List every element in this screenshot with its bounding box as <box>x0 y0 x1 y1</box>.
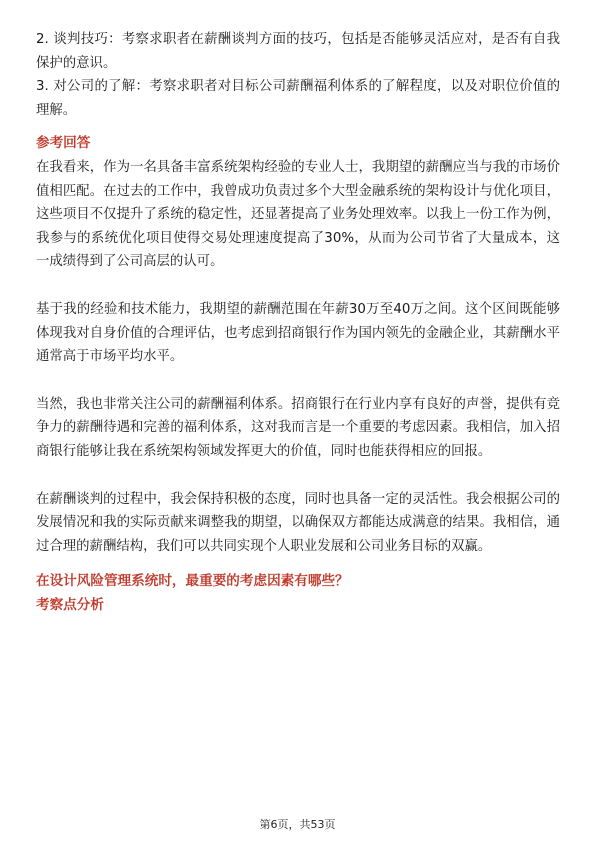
analysis-heading: 考察点分析 <box>36 596 104 613</box>
answer-heading: 参考回答 <box>36 135 91 152</box>
document-page <box>36 28 560 617</box>
answer-paragraph-1: 在我看来，作为一名具备丰富系统架构经验的专业人士，我期望的薪酬应当与我的市场价值相匹配。在过去的工作中，我曾成功负责过多个大型金融系统的架构设计与优化项目，这些项目不仅提升了系统的稳定性，还显著提高了业务处理效率。以我上一份工作为例，我参与的系统优化项目使得交易处理速度提高了30%，从而为公司节省了大量成本，这一成绩得到了公司高层的认可。 <box>36 159 560 270</box>
page-number: 第6页，共53页 <box>259 818 336 831</box>
question-heading: 在设计风险管理系统时，最重要的考虑因素有哪些？ <box>36 573 349 590</box>
answer-paragraph-4: 在薪酬谈判的过程中，我会保持积极的态度，同时也具备一定的灵活性。我会根据公司的发展情况和我的实际贡献来调整我的期望，以确保双方都能达成满意的结果。我相信，通过合理的薪酬结构，我们可以共同实现个人职业发展和公司业务目标的双赢。 <box>36 491 560 554</box>
answer-paragraph-2: 基于我的经验和技术能力，我期望的薪酬范围在年薪30万至40万之间。这个区间既能够体现我对自身价值的合理评估，也考虑到招商银行作为国内领先的金融企业，其薪酬水平通常高于市场平均水平。 <box>36 301 560 365</box>
point-negotiation-skills: 2. 谈判技巧：考察求职者在薪酬谈判方面的技巧，包括是否能够灵活应对，是否有自我保护的意识。 <box>36 32 560 71</box>
answer-paragraph-3: 当然，我也非常关注公司的薪酬福利体系。招商银行在行业内享有良好的声誉，提供有竞争力的薪酬待遇和完善的福利体系，这对我而言是一个重要的考虑因素。我相信，加入招商银行能够让我在系统架构领域发挥更大的价值，同时也能获得相应的回报。 <box>36 396 560 459</box>
point-company-knowledge: 3. 对公司的了解：考察求职者对目标公司薪酬福利体系的了解程度，以及对职位价值的理解。 <box>36 79 560 118</box>
